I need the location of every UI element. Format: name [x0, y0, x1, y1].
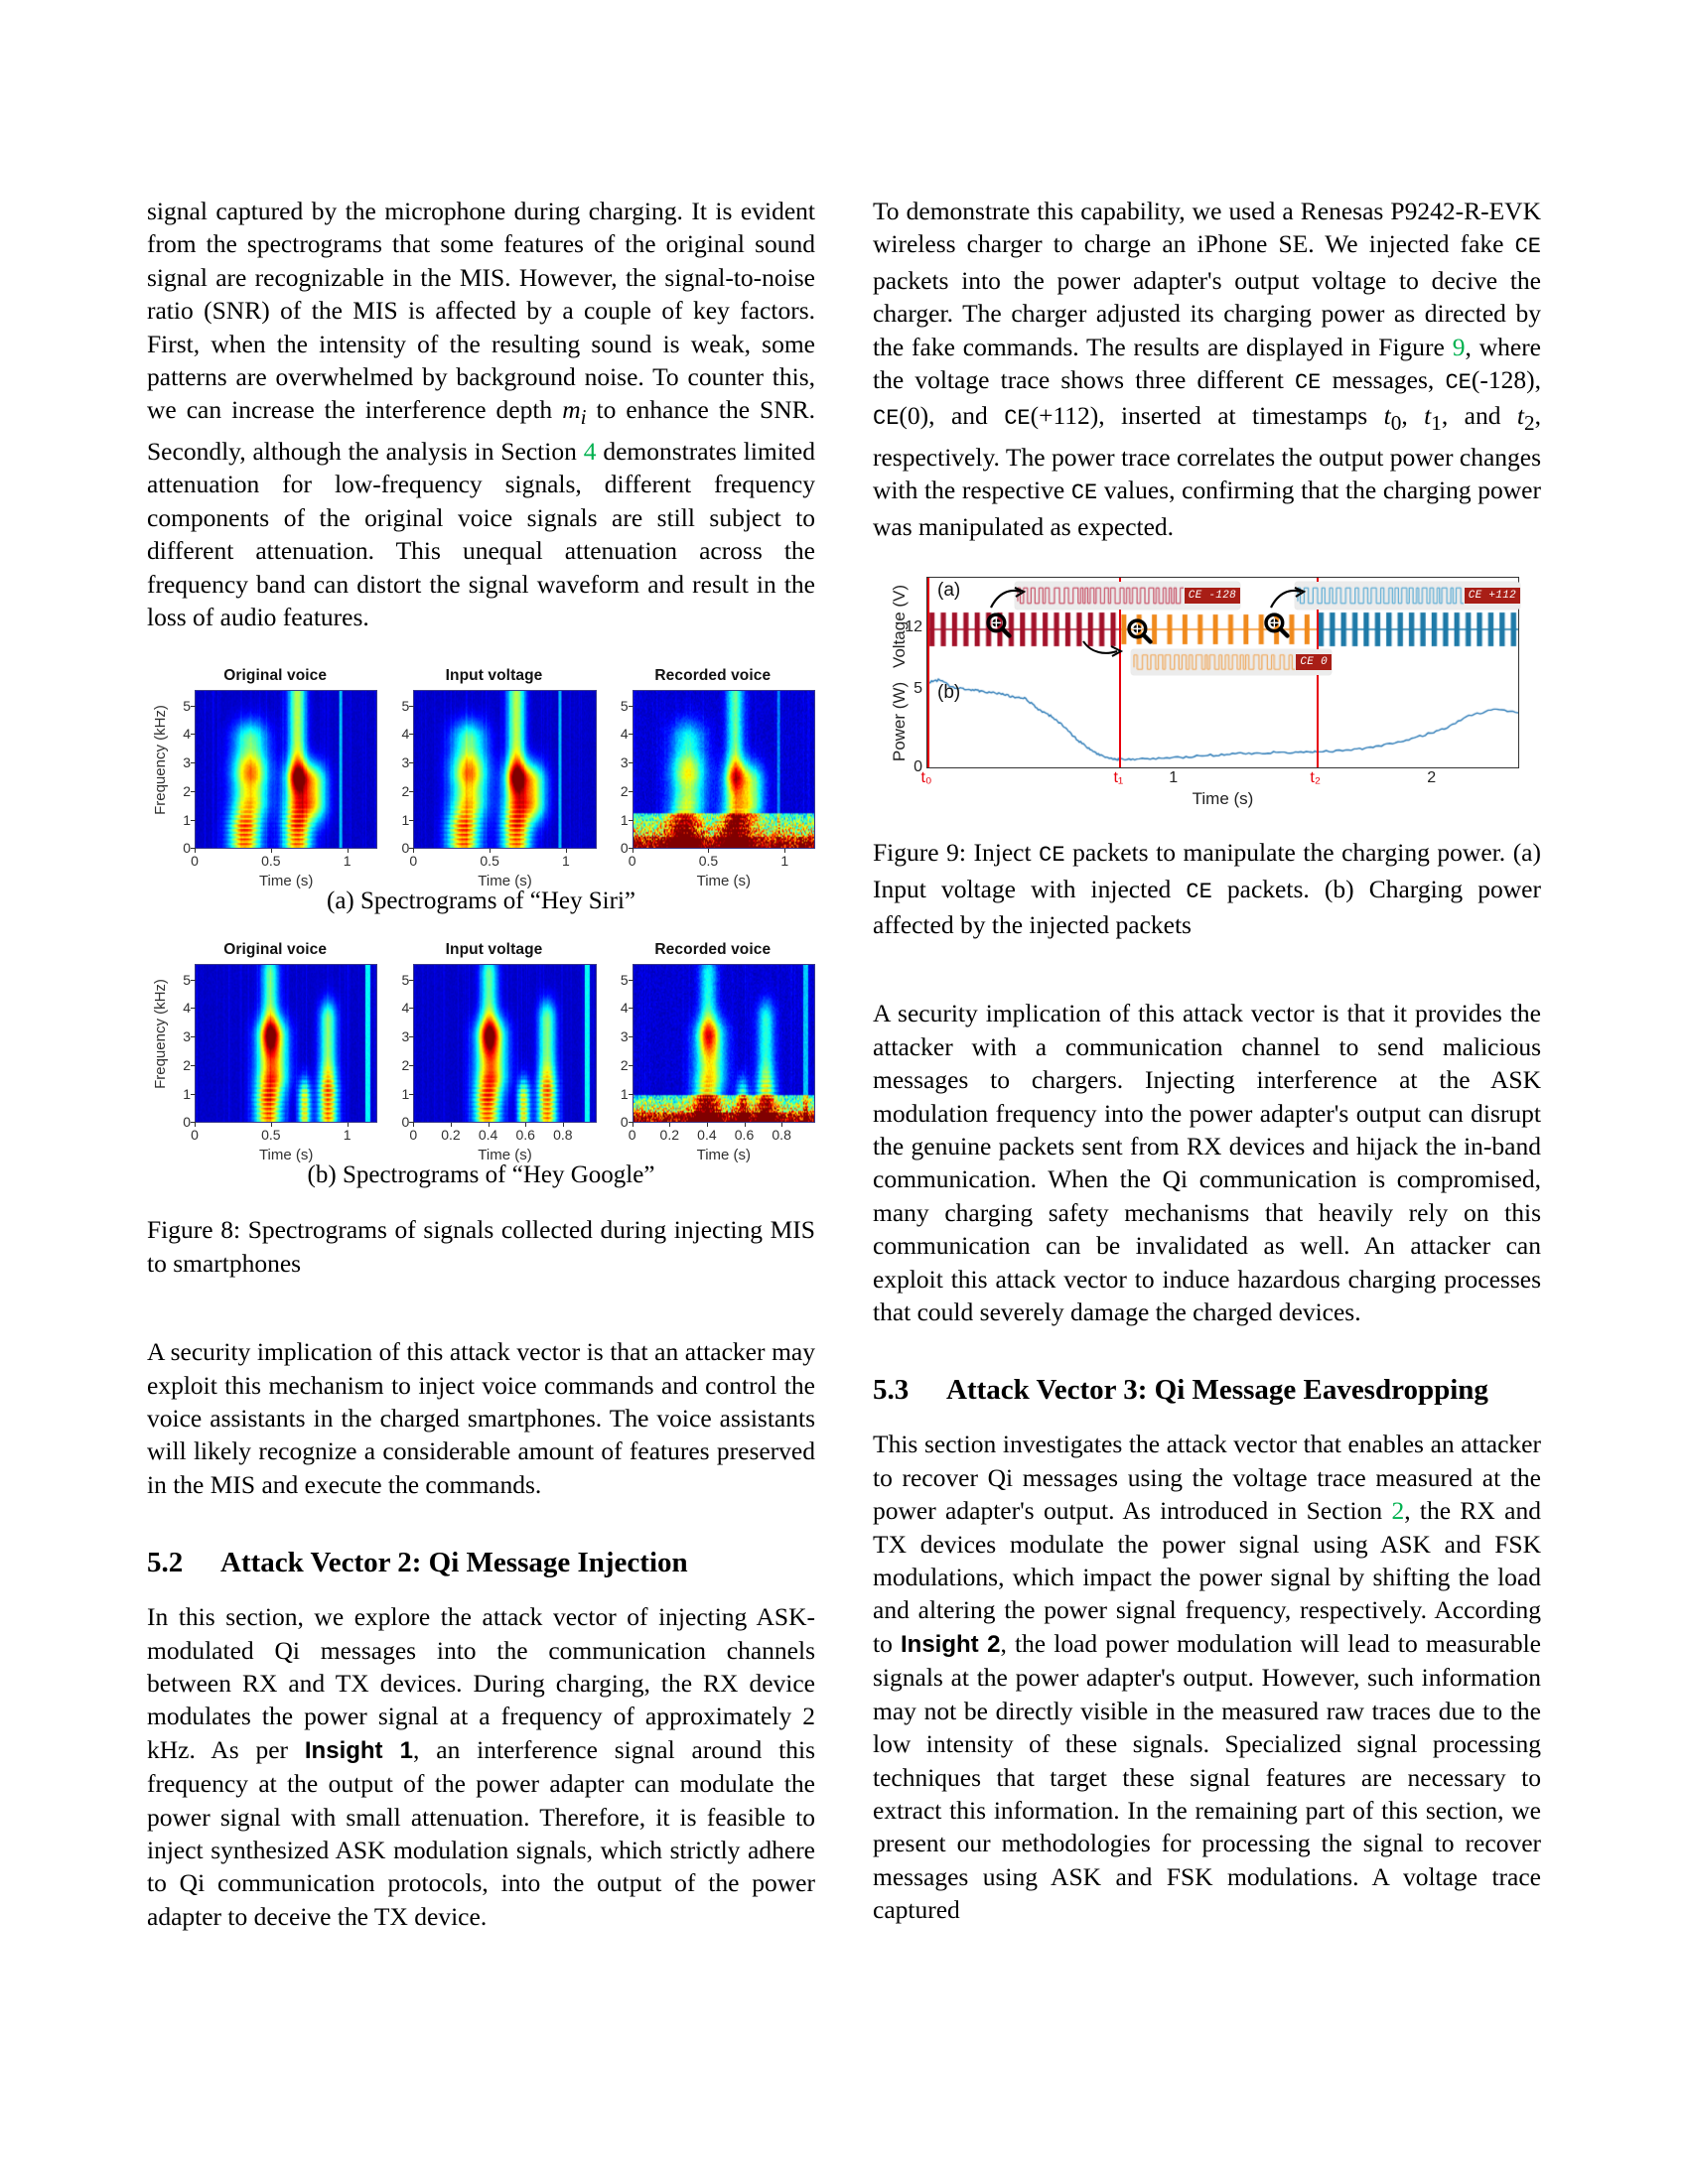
spectrogram-b3-xlabel: Time (s) — [696, 1147, 752, 1164]
spectrogram-b3-xaxis — [628, 1123, 815, 1144]
spectrogram-ytick: 2 — [620, 1056, 629, 1073]
left-p3-part-b: , an interference signal around this frequency at the output of the power adapter can modulate the power signal with small attenuation. Therefore, it is feasible to inject synthesized ASK modulation signals, which strictly adhere to Qi communication protocols, into the output of the power adapter to deceive the TX device. — [147, 1734, 815, 1931]
left-p1-italic-m: m — [562, 395, 581, 425]
spectrogram-ytick: 4 — [620, 1000, 629, 1017]
spectrogram-a1-xlabel: Time (s) — [258, 873, 314, 890]
spectrogram-a2-xaxis — [409, 849, 596, 870]
spectrogram-ytick: 3 — [401, 1028, 410, 1045]
left-p1-part-c: demonstrates limited attenuation for low-frequency signals, different frequency components of the original voice signals are still subject to different attenuation. This unequal attenuation across the frequency band can distort the signal waveform and result in the loss of audio features. — [147, 436, 815, 631]
right-p1-j: , respectively. The power trace correlates the output power changes with the respective — [873, 401, 1542, 505]
spectrogram-b3-image — [633, 965, 814, 1122]
spectrogram-ytick: 4 — [183, 1000, 191, 1017]
spectrogram-xtick-mark — [566, 849, 567, 853]
spectrogram-ytick: 5 — [401, 697, 410, 714]
spectrogram-xtick: 0 — [409, 1127, 418, 1144]
left-column — [147, 195, 815, 1933]
spectrogram-ytick: 3 — [401, 754, 410, 771]
spectrogram-ytick-mark — [191, 820, 196, 821]
figure8-subcaption-b: (b) Spectrograms of “Hey Google” — [307, 1161, 655, 1189]
callout-label-ce-zero: CE 0 — [1296, 654, 1332, 670]
right-paragraph-2: A security implication of this attack vector is that it provides the attacker with a communication channel to send malicious messages to chargers. Injecting interference at the ASK modulation frequency into the power adapter's output can disrupt the genuine packets sent from RX devices and hijack the in-band communication. When the Qi communication is compromised, many charging safety mechanisms that heavily rely on this communication can be invalidated as well. An attacker can exploit this attack vector to induce hazardous charging processes that could severely damage the charged devices. — [873, 999, 1541, 1327]
spectrogram-ytick-mark — [191, 1008, 196, 1009]
right-p3-a: This section investigates the attack vector that enables an attacker to recover Qi messages using the voltage trace measured at the power adapter's output. As introduced in Section — [873, 1430, 1541, 1526]
section-5-2-number: 5.2 — [147, 1547, 184, 1579]
spectrogram-ytick-mark — [191, 791, 196, 792]
spectrogram-a2-xlabel: Time (s) — [478, 873, 532, 890]
spectrogram-b1-title: Original voice — [223, 941, 328, 959]
spectrogram-a1-title: Original voice — [223, 667, 328, 685]
spectrogram-xtick: 0.6 — [515, 1127, 535, 1144]
left-paragraph-1 — [147, 195, 815, 633]
spectrogram-xtick: 1 — [343, 1127, 352, 1144]
spectrogram-ytick: 0 — [401, 840, 410, 857]
spectrogram-a1-image — [196, 691, 376, 848]
spectrogram-ytick-mark — [191, 734, 196, 735]
spectrogram-xtick: 1 — [343, 853, 352, 870]
spectrogram-ytick-mark — [629, 1008, 633, 1009]
spectrogram-ytick: 4 — [401, 1000, 410, 1017]
spectrogram-ytick-mark — [409, 1036, 414, 1037]
section-ref-2-link[interactable]: 2 — [1391, 1496, 1405, 1526]
spectrogram-xtick-mark — [781, 1123, 782, 1127]
spectrogram-ytick: 2 — [183, 1056, 191, 1073]
spectrogram-ytick-mark — [409, 980, 414, 981]
spectrogram-ytick: 1 — [183, 811, 191, 828]
figure9-xlabel: Time (s) — [1192, 789, 1254, 809]
spectrogram-xtick: 0.5 — [261, 1127, 281, 1144]
ce-code-5: CE — [1004, 406, 1031, 432]
spectrogram-xtick: 0.8 — [772, 1127, 791, 1144]
magnifier-icon-1 — [985, 612, 1013, 639]
magnifier-icon-2 — [1126, 617, 1154, 645]
spectrogram-xtick: 1 — [780, 853, 789, 870]
spectrogram-a1-xaxis — [191, 849, 377, 870]
spectrogram-xtick-mark — [563, 1123, 564, 1127]
t1-sub: 1 — [1431, 411, 1442, 436]
spectrogram-xtick: 0.2 — [441, 1127, 461, 1144]
left-p3-part-a: In this section, we explore the attack vector of injecting ASK-modulated Qi messages into the communication channels between RX and TX devices. During charging, the RX device modulates the power signal at a frequency of approximately 2 kHz. As per — [147, 1602, 815, 1764]
figure-9 — [887, 569, 1527, 812]
ce-code-2: CE — [1294, 370, 1322, 396]
fig9cap-ce-2: CE — [1186, 879, 1212, 904]
spectrogram-xtick-mark — [348, 849, 349, 853]
figure9-power-trace — [927, 676, 1518, 767]
spectrogram-ytick: 1 — [620, 1085, 629, 1102]
spectrogram-b2-xlabel: Time (s) — [478, 1147, 532, 1164]
spectrogram-ytick: 4 — [183, 726, 191, 743]
spectrogram-xtick: 0.5 — [480, 853, 499, 870]
ce-code-3: CE — [1445, 370, 1472, 396]
figure-ref-9-link[interactable]: 9 — [1452, 332, 1466, 361]
spectrogram-ytick-mark — [629, 1036, 633, 1037]
spectrogram-xtick-mark — [669, 1123, 670, 1127]
section-5-2-title: Attack Vector 2: Qi Message Injection — [220, 1547, 688, 1579]
left-paragraph-3 — [147, 1600, 815, 1933]
figure9-xtick-t1: t₁ — [1113, 769, 1124, 787]
spectrogram-a3-image — [633, 691, 814, 848]
spectrogram-b2-image — [414, 965, 595, 1122]
spectrogram-xtick: 0.5 — [698, 853, 719, 870]
left-paragraph-2: A security implication of this attack vector is that an attacker may exploit this mechanism to inject voice commands and control the voice assistants in the charged smartphones. The voice assistants will likely recognize a considerable amount of features preserved in the MIS and execute the commands. — [147, 1337, 815, 1499]
spectrogram-ytick-mark — [629, 791, 633, 792]
spectrogram-ytick-mark — [191, 980, 196, 981]
spectrogram-ytick: 3 — [183, 754, 191, 771]
spectrogram-ytick: 3 — [620, 754, 629, 771]
spectrogram-ytick: 2 — [183, 782, 191, 799]
spectrogram-ytick-mark — [409, 734, 414, 735]
spectrogram-ytick-mark — [629, 762, 633, 763]
figure9-voltage-ylabel: Voltage (V) — [890, 585, 910, 669]
figure-8 — [147, 667, 815, 1280]
figure8-row-b — [147, 941, 815, 1164]
spectrogram-xtick: 0.4 — [697, 1127, 717, 1144]
spectrogram-xtick: 0.4 — [478, 1127, 498, 1144]
spectrogram-ytick-mark — [629, 734, 633, 735]
spectrogram-ytick-mark — [191, 1036, 196, 1037]
spectrogram-xtick-mark — [348, 1123, 349, 1127]
right-p1-a: To demonstrate this capability, we used a Renesas P9242-R-EVK wireless charger to charge an iPhone SE. We injected fake — [873, 197, 1541, 259]
spectrogram-ytick: 0 — [183, 840, 191, 857]
callout-ce-plus112 — [1295, 582, 1520, 610]
figure9-xtick-t2: t₂ — [1310, 769, 1322, 787]
spectrogram-ytick-mark — [191, 762, 196, 763]
spectrogram-ytick-mark — [409, 706, 414, 707]
spectrogram-b3-title: Recorded voice — [654, 941, 772, 959]
spectrogram-ytick: 4 — [620, 726, 629, 743]
spectrogram-a3-title: Recorded voice — [654, 667, 772, 685]
figure9-xtick-t0: t₀ — [920, 769, 932, 787]
spectrogram-ytick-mark — [409, 1008, 414, 1009]
left-p1-part-a: signal captured by the microphone during charging. It is evident from the spectrograms that some features of the original sound signal are recognizable in the MIS. However, the signal-to-noise ratio (SNR) of the MIS is affected by a couple of key factors. First, when the intensity of the resulting sound is weak, some patterns are overwhelmed by background noise. To counter this, we can increase the interference depth — [147, 197, 815, 425]
spectrogram-a3 — [611, 667, 815, 889]
spectrogram-ytick-mark — [191, 706, 196, 707]
figure9-panel-b — [914, 676, 1519, 776]
right-paragraph-1 — [873, 195, 1541, 543]
figure9-ytick-5: 5 — [914, 680, 922, 698]
right-p1-d: messages, — [1321, 365, 1446, 395]
spectrogram-ytick: 5 — [620, 971, 629, 988]
spectrogram-ytick-mark — [409, 791, 414, 792]
spectrogram-xtick: 0.2 — [659, 1127, 679, 1144]
figure9-panel-a-label: (a) — [937, 580, 961, 602]
spectrogram-ytick-mark — [409, 1094, 414, 1095]
spectrogram-ytick: 0 — [620, 840, 629, 857]
figure9-panel-a — [905, 577, 1519, 678]
figure8-row-b-ylabel: Frequency (kHz) — [151, 978, 169, 1089]
t0-var: t — [1383, 401, 1391, 431]
spectrogram-ytick: 0 — [401, 1114, 410, 1131]
spectrogram-ytick: 1 — [183, 1085, 191, 1102]
right-p1-i: , and — [1441, 401, 1517, 431]
spectrogram-ytick: 2 — [401, 1056, 410, 1073]
figure9-xtick-1: 1 — [1169, 769, 1179, 787]
callout-waveform-ce-zero — [1133, 650, 1295, 674]
spectrogram-xtick-mark — [195, 1123, 196, 1127]
two-column-layout — [147, 195, 1541, 1933]
spectrogram-xtick: 0 — [628, 1127, 636, 1144]
callout-waveform-ce-minus128 — [1017, 583, 1184, 609]
insight-1-ref: Insight 1 — [304, 1736, 414, 1764]
figure8-row-a-ylabel: Frequency (kHz) — [151, 704, 169, 815]
spectrogram-ytick: 5 — [183, 971, 191, 988]
spectrogram-xtick-mark — [490, 849, 491, 853]
t2-var: t — [1516, 401, 1525, 431]
marker-line-t0-b — [927, 676, 929, 767]
section-ref-4-link[interactable]: 4 — [583, 436, 597, 466]
left-p1-part-b: to enhance the SNR. Secondly, although the analysis in Section — [147, 395, 815, 466]
figure9-panel-b-label: (b) — [937, 682, 961, 704]
ce-code-4: CE — [873, 406, 900, 432]
spectrogram-xtick-mark — [451, 1123, 452, 1127]
figure9-ytick-12: 12 — [905, 618, 922, 636]
spectrogram-ytick: 5 — [183, 697, 191, 714]
right-p3-b: , the RX and TX devices modulate the power signal using ASK and FSK modulations, which impact the power signal by shifting the load and altering the power signal frequency, respectively. According to — [873, 1496, 1541, 1658]
section-5-3-number: 5.3 — [873, 1374, 910, 1407]
figure9-ytick-0: 0 — [914, 758, 922, 776]
figure8-row-a — [147, 667, 815, 890]
spectrogram-xtick: 1 — [562, 853, 570, 870]
spectrogram-ytick: 2 — [620, 782, 629, 799]
callout-ce-minus128 — [1015, 582, 1240, 610]
spectrogram-xtick-mark — [271, 849, 272, 853]
spectrogram-a2 — [391, 667, 596, 889]
insight-2-ref: Insight 2 — [900, 1630, 1001, 1658]
figure8-subcaption-a: (a) Spectrograms of “Hey Siri” — [327, 887, 635, 915]
callout-arrow-3-icon — [1269, 586, 1307, 612]
spectrogram-ytick: 0 — [183, 1114, 191, 1131]
spectrogram-ytick-mark — [191, 1065, 196, 1066]
figure9-caption — [873, 836, 1541, 941]
callout-arrow-2-icon — [1081, 637, 1125, 659]
right-column — [873, 195, 1541, 1933]
spectrogram-b1 — [173, 941, 377, 1163]
spectrogram-ytick: 4 — [401, 726, 410, 743]
callout-label-ce-plus112: CE +112 — [1465, 588, 1520, 604]
spectrogram-a1 — [173, 667, 377, 889]
t1-var: t — [1424, 401, 1432, 431]
ce-code-6: CE — [1070, 480, 1098, 506]
fig9cap-c: packets. (b) Charging power affected by the injected packets — [873, 874, 1541, 939]
spectrogram-ytick-mark — [409, 1065, 414, 1066]
spectrogram-ytick: 5 — [401, 971, 410, 988]
callout-waveform-ce-plus112 — [1297, 583, 1464, 609]
right-p3-c: , the load power modulation will lead to measurable signals at the power adapter's output. However, such information may not be directly visible in the measured raw traces due to the low intensity of these signals. Specialized signal processing techniques that target these signal features are necessary to extract this information. In the remaining part of this section, we present our methodologies for processing the signal to recover messages using ASK and FSK modulations. A voltage trace captured — [873, 1628, 1541, 1925]
spectrogram-a3-xlabel: Time (s) — [696, 873, 752, 890]
right-p1-e: (-128), — [1471, 365, 1541, 395]
spectrogram-xtick-mark — [784, 849, 785, 853]
figure9-power-ylabel: Power (W) — [890, 682, 909, 762]
spectrogram-xtick-mark — [489, 1123, 490, 1127]
spectrogram-xtick-mark — [708, 849, 709, 853]
magnifier-icon-3 — [1263, 612, 1291, 639]
spectrogram-ytick: 5 — [620, 697, 629, 714]
right-paragraph-3 — [873, 1428, 1541, 1926]
t0-sub: 0 — [1390, 411, 1402, 436]
callout-ce-zero — [1131, 649, 1332, 675]
spectrogram-xtick-mark — [195, 849, 196, 853]
spectrogram-ytick-mark — [191, 1094, 196, 1095]
spectrogram-ytick-mark — [629, 706, 633, 707]
section-5-3-title: Attack Vector 3: Qi Message Eavesdropping — [946, 1374, 1488, 1407]
spectrogram-b1-image — [196, 965, 376, 1122]
fig9cap-b: packets to manipulate the charging power. (a) Input voltage with injected — [873, 838, 1541, 903]
right-p1-g: (+112), inserted at timestamps — [1030, 401, 1384, 431]
spectrogram-xtick-mark — [525, 1123, 526, 1127]
figure8-caption: Figure 8: Spectrograms of signals collected during injecting MIS to smartphones — [147, 1215, 815, 1278]
spectrogram-b2 — [391, 941, 596, 1163]
spectrogram-xtick-mark — [413, 849, 414, 853]
spectrogram-xtick-mark — [271, 1123, 272, 1127]
left-p1-subscript-i: i — [580, 405, 587, 430]
spectrogram-a2-image — [414, 691, 595, 848]
spectrogram-ytick: 3 — [620, 1028, 629, 1045]
right-p1-c: , where the voltage trace shows three different — [873, 332, 1542, 395]
paper-page — [147, 195, 1541, 2081]
spectrogram-xtick: 0 — [191, 853, 199, 870]
fig9cap-ce-1: CE — [1039, 843, 1065, 869]
callout-label-ce-minus128: CE -128 — [1185, 588, 1240, 604]
spectrogram-ytick: 2 — [401, 782, 410, 799]
callout-arrow-1-icon — [989, 586, 1027, 612]
spectrogram-b1-xlabel: Time (s) — [258, 1147, 314, 1164]
spectrogram-ytick-mark — [629, 1065, 633, 1066]
spectrogram-b1-xaxis — [191, 1123, 377, 1144]
ce-code-1: CE — [1514, 234, 1541, 260]
spectrogram-b2-xaxis — [409, 1123, 596, 1144]
spectrogram-a2-title: Input voltage — [445, 667, 543, 685]
spectrogram-b3 — [611, 941, 815, 1163]
right-p1-h: , — [1401, 401, 1425, 431]
spectrogram-xtick: 0 — [628, 853, 636, 870]
spectrogram-a3-xaxis — [628, 849, 815, 870]
spectrogram-ytick-mark — [629, 980, 633, 981]
figure9-xtick-2: 2 — [1427, 769, 1437, 787]
spectrogram-xtick-mark — [745, 1123, 746, 1127]
spectrogram-xtick: 0.8 — [553, 1127, 573, 1144]
right-p1-b: packets into the power adapter's output voltage to decive the charger. The charger adjusted its charging power as directed by the fake commands. The results are displayed in Figure — [873, 265, 1541, 361]
spectrogram-ytick: 0 — [620, 1114, 629, 1131]
spectrogram-xtick: 0 — [191, 1127, 199, 1144]
right-p1-f: (0), and — [899, 401, 1005, 431]
spectrogram-ytick: 1 — [620, 811, 629, 828]
spectrogram-xtick: 0.6 — [734, 1127, 755, 1144]
marker-line-t1-b — [1119, 676, 1121, 767]
spectrogram-xtick-mark — [707, 1123, 708, 1127]
spectrogram-xtick: 0 — [409, 853, 418, 870]
section-heading-5-3 — [873, 1372, 1541, 1408]
fig9cap-a: Figure 9: Inject — [873, 838, 1040, 868]
spectrogram-ytick-mark — [409, 762, 414, 763]
section-heading-5-2 — [147, 1545, 815, 1580]
t2-sub: 2 — [1524, 411, 1535, 436]
spectrogram-ytick: 1 — [401, 811, 410, 828]
spectrogram-ytick-mark — [629, 820, 633, 821]
spectrogram-ytick-mark — [409, 820, 414, 821]
spectrogram-ytick: 1 — [401, 1085, 410, 1102]
spectrogram-ytick: 3 — [183, 1028, 191, 1045]
spectrogram-xtick-mark — [413, 1123, 414, 1127]
spectrogram-xtick: 0.5 — [261, 853, 281, 870]
spectrogram-b2-title: Input voltage — [445, 941, 543, 959]
marker-line-t0-a — [927, 578, 929, 677]
spectrogram-ytick-mark — [629, 1094, 633, 1095]
right-p1-k: values, confirming that the charging power was manipulated as expected. — [873, 476, 1541, 541]
marker-line-t2-b — [1317, 676, 1319, 767]
